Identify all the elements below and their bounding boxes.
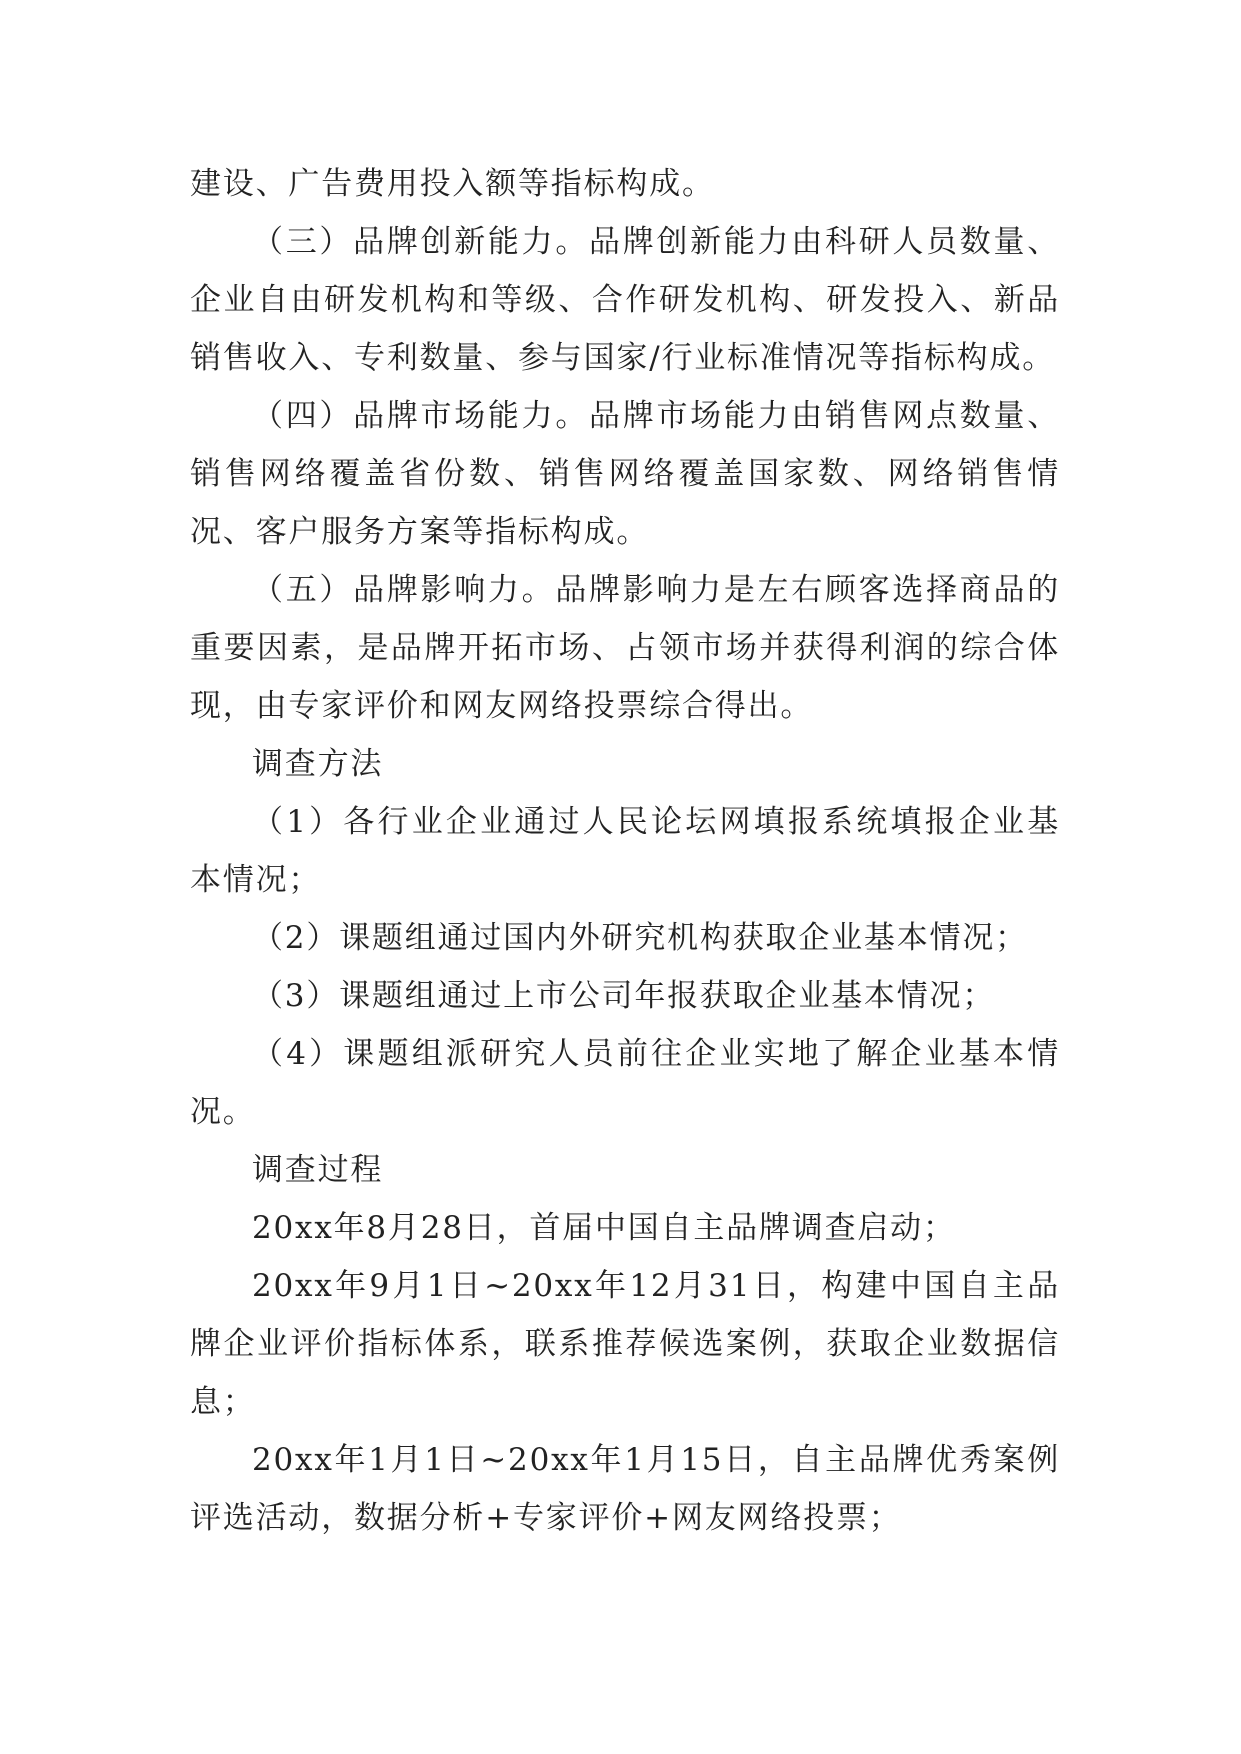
timeline-item-2: 20xx年9月1日~20xx年12月31日，构建中国自主品牌企业评价指标体系，联系推荐候选案例，获取企业数据信息； [190, 1268, 1060, 1420]
heading-survey-method: 调查方法 [252, 746, 384, 782]
list-item-method-1: （1）各行业企业通过人民论坛网填报系统填报企业基本情况； [190, 804, 1060, 898]
timeline-item-1: 20xx年8月28日，首届中国自主品牌调查启动； [252, 1210, 956, 1246]
list-item-method-4: （4）课题组派研究人员前往企业实地了解企业基本情况。 [190, 1036, 1060, 1130]
document-body [190, 155, 1060, 1547]
list-item-method-3: （3）课题组通过上市公司年报获取企业基本情况； [252, 978, 996, 1014]
paragraph-brand-influence: （五）品牌影响力。品牌影响力是左右顾客选择商品的重要因素，是品牌开拓市场、占领市场并获得利润的综合体现，由专家评价和网友网络投票综合得出。 [190, 572, 1060, 724]
paragraph-brand-market: （四）品牌市场能力。品牌市场能力由销售网点数量、销售网络覆盖省份数、销售网络覆盖国家数、网络销售情况、客户服务方案等指标构成。 [190, 398, 1060, 550]
paragraph-continuation: 建设、广告费用投入额等指标构成。 [190, 166, 715, 202]
heading-survey-process: 调查过程 [252, 1152, 384, 1188]
paragraph-brand-innovation: （三）品牌创新能力。品牌创新能力由科研人员数量、企业自由研发机构和等级、合作研发机构、研发投入、新品销售收入、专利数量、参与国家/行业标准情况等指标构成。 [190, 224, 1060, 376]
timeline-item-3: 20xx年1月1日~20xx年1月15日，自主品牌优秀案例评选活动，数据分析+专家评价+网友网络投票； [190, 1442, 1060, 1536]
list-item-method-2: （2）课题组通过国内外研究机构获取企业基本情况； [252, 920, 1028, 956]
